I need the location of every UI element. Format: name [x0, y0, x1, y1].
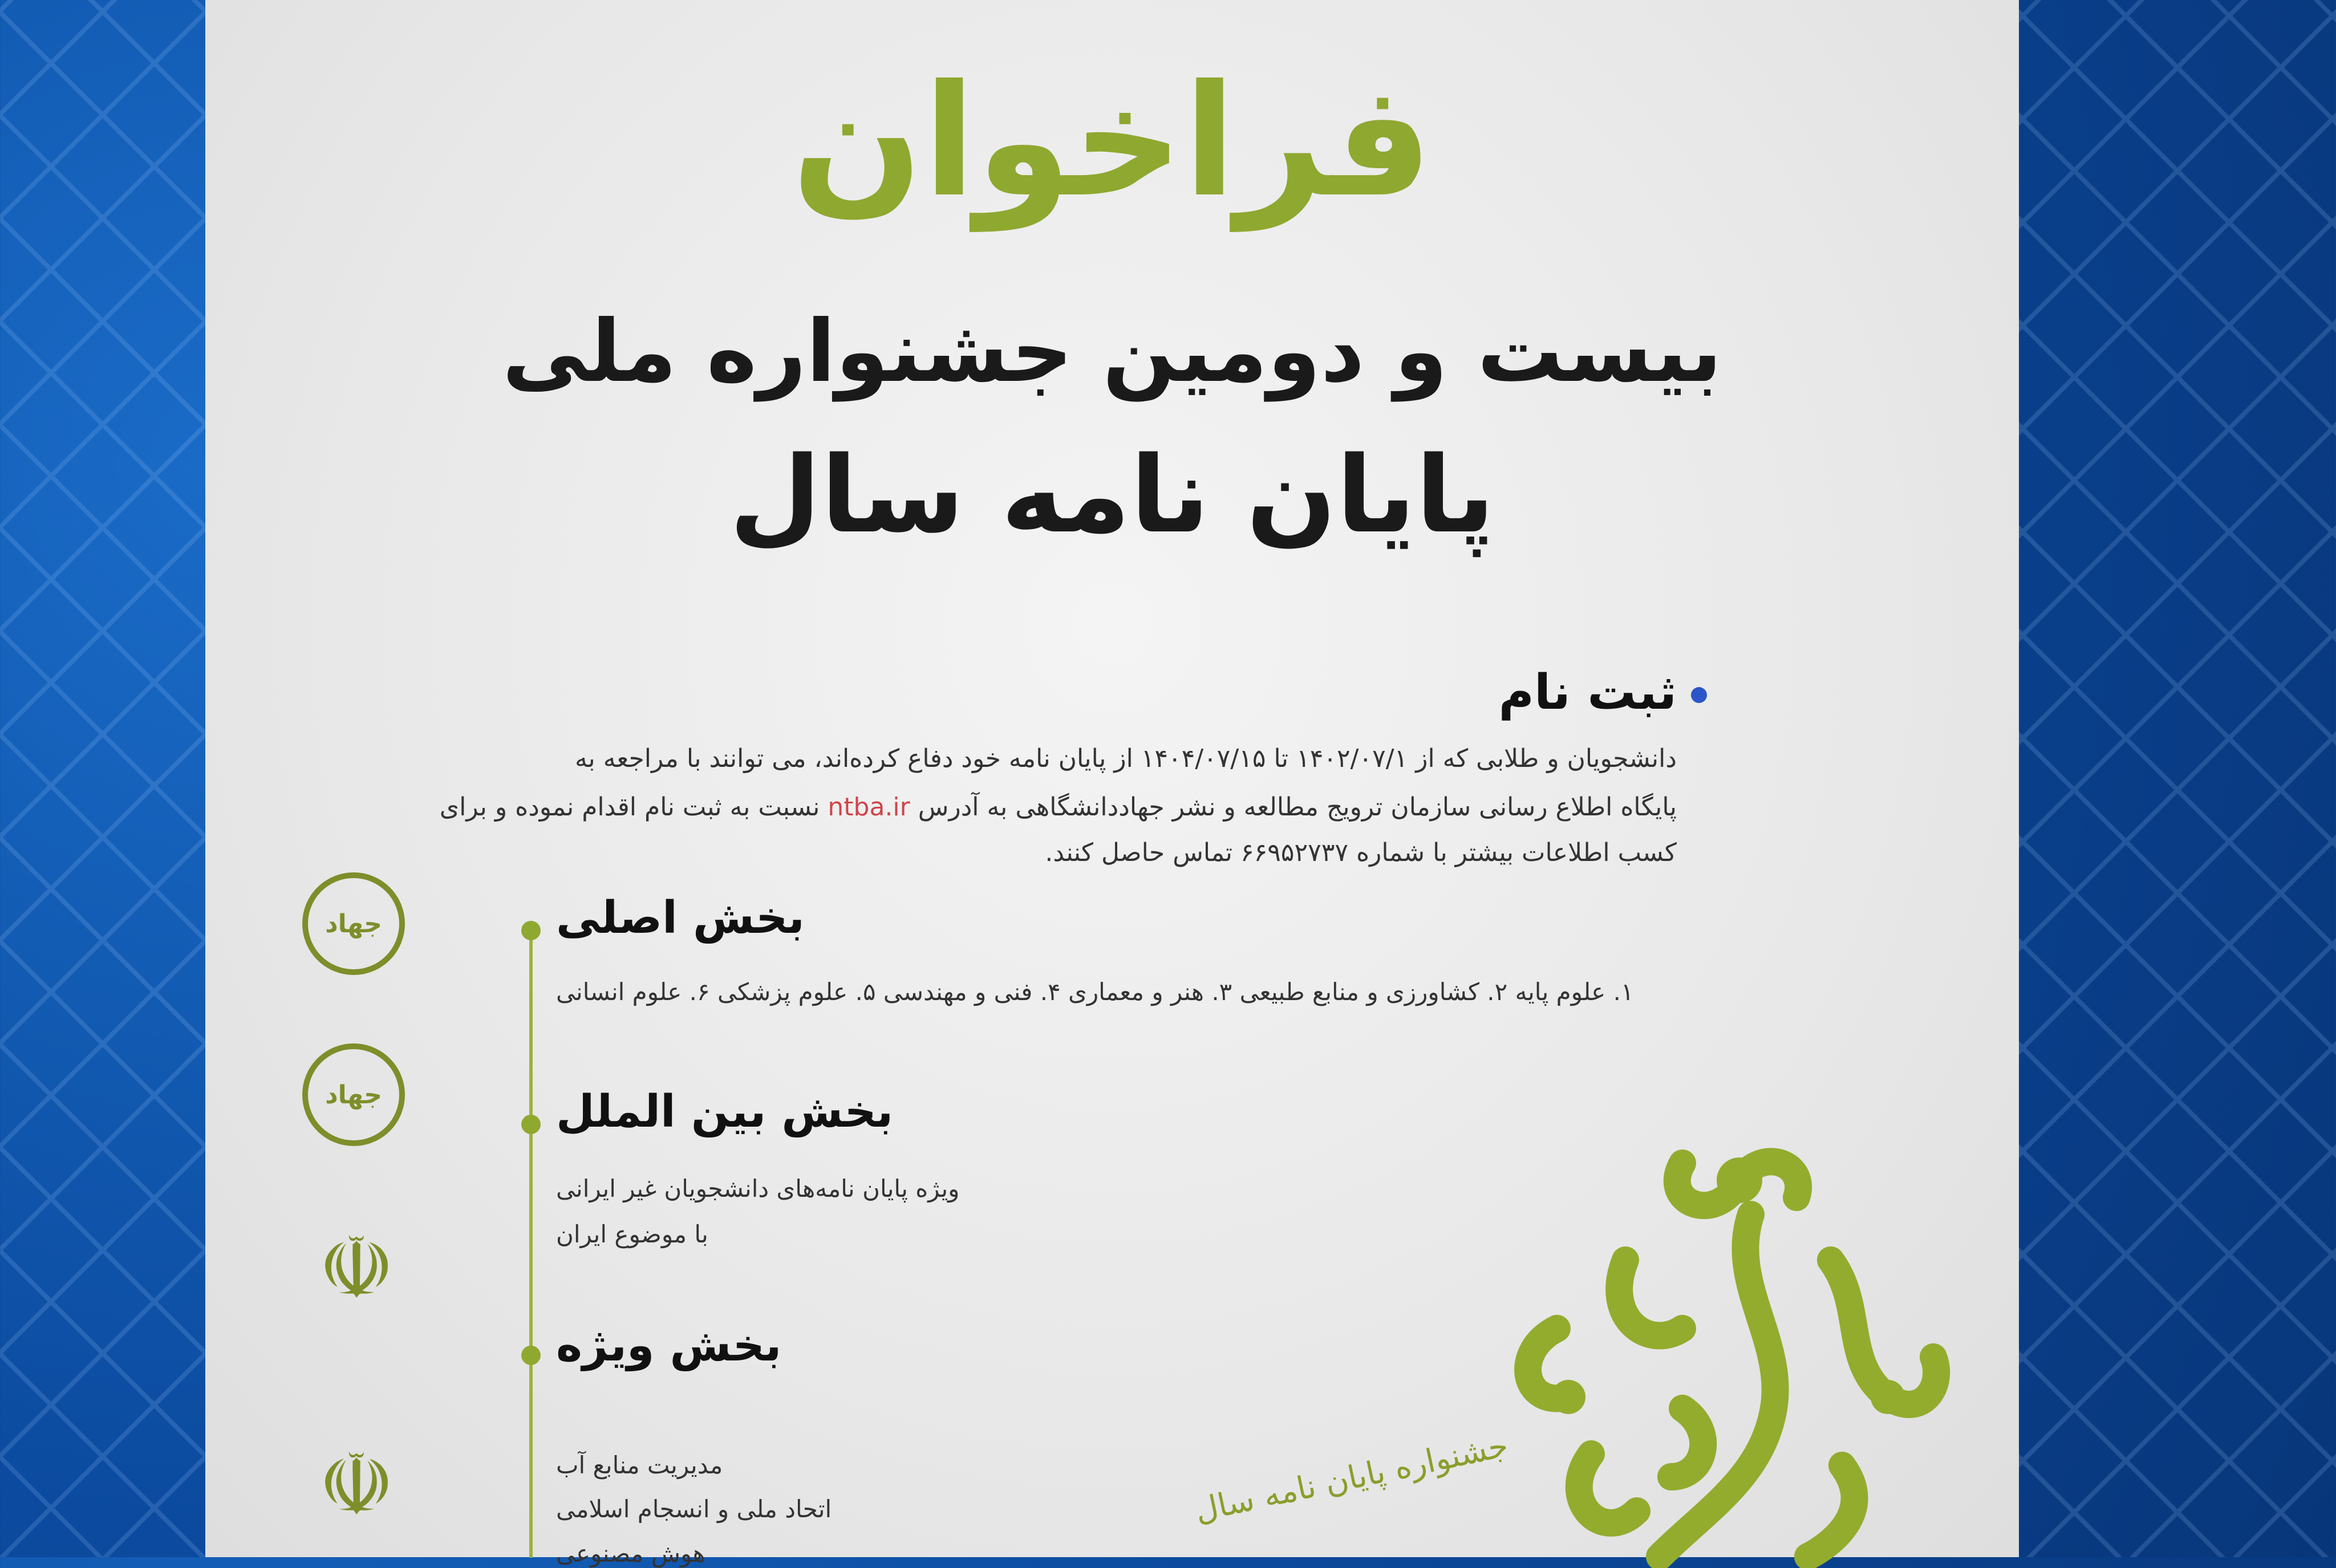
poster-subtitle-line2: پایان نامه سال — [729, 433, 1495, 556]
poster-title: فراخوان — [791, 51, 1433, 231]
registration-line2 — [440, 793, 1677, 822]
left-background-pattern — [0, 0, 205, 1557]
timeline-line — [529, 931, 533, 1558]
section-main-line: ۱. علوم پایه ۲. کشاورزی و منابع طبیعی ۳. هنر و معماری ۴. فنی و مهندسی ۵. علوم پزشکی ۶. علوم انسانی — [556, 978, 1634, 1006]
timeline-dot — [521, 1346, 541, 1365]
registration-heading: ثبت نام — [1498, 664, 1677, 721]
jahad-logo: جهاد — [302, 1043, 405, 1146]
registration-line3: کسب اطلاعات بیشتر با شماره ۶۶۹۵۲۷۳۷ تماس حاصل کنند. — [1045, 838, 1677, 867]
section-special-line: هوش مصنوعی — [556, 1539, 705, 1567]
right-background-pattern — [2019, 0, 2336, 1557]
section-international-heading: بخش بین الملل — [556, 1086, 894, 1138]
jahad-logo: جهاد — [302, 872, 405, 975]
section-main-heading: بخش اصلی — [556, 892, 805, 944]
poster — [205, 0, 2019, 1567]
registration-line2-text-end: نسبت به ثبت نام اقدام نموده و برای — [439, 793, 820, 822]
section-international-line: ویژه پایان نامه‌های دانشجویان غیر ایرانی — [556, 1175, 960, 1203]
registration-line1: دانشجویان و طلابی که از ۱۴۰۲/۰۷/۱ تا ۱۴۰۴/۰۷/۱۵ از پایان نامه خود دفاع کرده‌اند، می توانند با مراجعه به — [574, 744, 1677, 773]
calligraphy-ornament-icon — [1340, 1112, 1979, 1568]
timeline-dot — [521, 1115, 541, 1134]
iran-emblem-icon: ☫ — [318, 1219, 395, 1318]
bullet-icon — [1691, 687, 1707, 703]
section-international-line: با موضوع ایران — [556, 1220, 708, 1248]
registration-line2-text: پایگاه اطلاع رسانی سازمان ترویج مطالعه و نشر جهاددانشگاهی به آدرس — [918, 793, 1677, 822]
iran-emblem-icon: ☫ — [318, 1436, 395, 1535]
section-special-line: اتحاد ملی و انسجام اسلامی — [556, 1495, 832, 1523]
poster-subtitle-line1: بیست و دومین جشنواره ملی — [502, 302, 1722, 401]
ornament-text: جشنواره پایان نامه سال — [1191, 1427, 1512, 1530]
registration-link[interactable]: ntba.ir — [828, 793, 910, 822]
timeline-dot — [521, 921, 541, 940]
section-special-heading: بخش ویژه — [556, 1320, 782, 1371]
section-special-line: مدیریت منابع آب — [556, 1451, 723, 1479]
